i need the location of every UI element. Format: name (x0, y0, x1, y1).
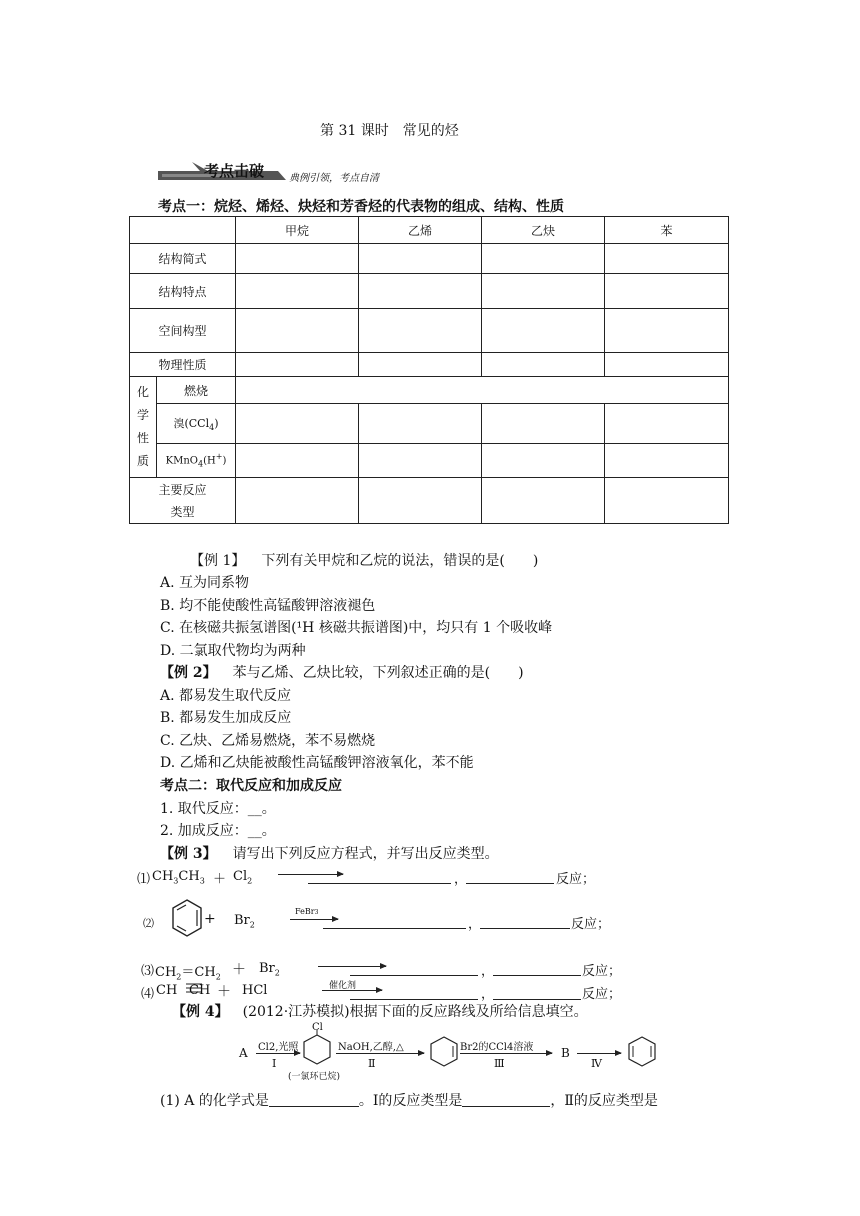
scheme-step1-number: Ⅰ (272, 1057, 277, 1070)
lesson-number: 第 31 课时 (320, 123, 389, 139)
section1-title: 考点一：烷烃、烯烃、炔烃和芳香烃的代表物的组成、结构、性质 (158, 199, 564, 215)
example4-q1 (160, 1090, 658, 1110)
example1-option-b[interactable]: B. 均不能使酸性高锰酸钾溶液褪色 (160, 598, 376, 614)
table-cell[interactable] (605, 478, 729, 524)
table-cell[interactable] (605, 309, 729, 353)
q1-part-c: ，Ⅱ的反应类型是 (550, 1093, 658, 1109)
reaction2-product-blank[interactable] (323, 915, 466, 929)
scheme-step2-reagent: NaOH,乙醇,△ (338, 1042, 404, 1053)
table-cell[interactable] (482, 444, 605, 478)
table-row (130, 309, 729, 353)
reaction3-reactant-a: $CH_2=CH_2$ (155, 965, 221, 982)
col-header-methane: 甲烷 (236, 217, 359, 244)
reaction3-reactant-b: $Br_2$ (259, 961, 280, 978)
table-cell[interactable] (482, 274, 605, 309)
reaction4-type-blank[interactable] (493, 986, 581, 1000)
reaction4-comma: ， (481, 987, 495, 1002)
table-cell-merged[interactable] (236, 377, 729, 404)
row-label-physical: 物理性质 (130, 353, 236, 377)
row-label-combustion: 燃烧 (157, 377, 236, 404)
table-cell[interactable] (359, 309, 482, 353)
table-cell[interactable] (482, 244, 605, 274)
chemical-group-label: 化学性质 (137, 385, 150, 468)
table-row (130, 274, 729, 309)
table-cell[interactable] (236, 444, 359, 478)
table-cell[interactable] (605, 404, 729, 444)
scheme-cl-label: Cl (312, 1022, 323, 1033)
reaction4-plus: ＋ (217, 984, 231, 1000)
reaction1-type-blank[interactable] (466, 870, 554, 884)
hydrocarbon-table (129, 216, 729, 524)
table-header-row (130, 217, 729, 244)
reaction1-product-blank[interactable] (308, 870, 451, 884)
example3-question (160, 843, 499, 863)
cyclohexene-ring-icon (428, 1035, 460, 1069)
row-label-structure-formula: 结构简式 (130, 244, 236, 274)
reaction2-catalyst: FeBr3 (295, 907, 319, 916)
banner-sub-text: 典例引领，考点自清 (289, 173, 379, 184)
q1-part-a: (1) A 的化学式是 (160, 1093, 269, 1109)
table-row (130, 444, 729, 478)
row-label-spatial-config: 空间构型 (130, 309, 236, 353)
scheme-compound-name: (一氯环已烷) (288, 1072, 341, 1082)
reaction3-plus: ＋ (232, 962, 246, 978)
reaction1-reactant-b: $Cl_2$ (233, 869, 253, 886)
table-cell[interactable] (359, 274, 482, 309)
reaction1-plus: ＋ (213, 872, 227, 887)
chlorocyclohexane-ring-icon (300, 1030, 334, 1070)
reaction3-type-blank[interactable] (493, 962, 581, 976)
table-cell[interactable] (236, 404, 359, 444)
row-label-bromine: 溴(CCl$_4$) (157, 404, 236, 444)
q1-type1-blank[interactable] (462, 1093, 550, 1107)
example3-label: 【例 3】 (160, 846, 217, 862)
example2-text: 苯与乙烯、乙炔比较，下列叙述正确的是( ) (232, 665, 524, 681)
reaction2-reactant-b: $Br_2$ (234, 913, 255, 930)
example2-option-d[interactable]: D. 乙烯和乙炔能被酸性高锰酸钾溶液氧化，苯不能 (160, 755, 474, 771)
reaction2-plus: + (204, 911, 216, 927)
scheme-step2-arrow (336, 1053, 424, 1054)
scheme-start-a: A (239, 1046, 248, 1060)
table-row (130, 353, 729, 377)
example1-option-c[interactable]: C. 在核磁共振氢谱图(¹H 核磁共振谱图)中，均只有 1 个吸收峰 (160, 620, 553, 636)
benzene-ring-icon (170, 898, 204, 940)
reaction3-suffix: 反应； (582, 964, 622, 979)
scheme-step2-number: Ⅱ (368, 1057, 376, 1070)
banner-main-text: 考点击破 (204, 162, 265, 180)
row-group-chemical (130, 377, 157, 478)
table-row (130, 478, 729, 524)
reaction1-reactant-a: $CH_3CH_3$ (152, 869, 205, 886)
example3-text: 请写出下列反应方程式，并写出反应类型。 (232, 846, 499, 862)
example1-question (190, 550, 538, 570)
reaction2-comma: ， (468, 917, 482, 932)
example1-label: 【例 1】 (190, 553, 246, 569)
reaction2-number: ⑵ (143, 917, 154, 930)
reaction1-suffix: 反应； (556, 872, 596, 887)
reaction1-number: ⑴ (137, 872, 151, 887)
example4-label: 【例 4】 (172, 1004, 229, 1020)
table-cell[interactable] (359, 353, 482, 377)
reaction4-reactant-b: HCl (242, 983, 268, 998)
reaction4-product-blank[interactable] (350, 986, 478, 1000)
reaction3-product-blank[interactable] (350, 962, 478, 976)
reaction4-reactant-a2: CH (189, 983, 211, 998)
addition-definition: 2. 加成反应：__。 (160, 823, 276, 839)
table-cell[interactable] (482, 309, 605, 353)
example4-question (172, 1001, 588, 1021)
example2-label: 【例 2】 (160, 665, 217, 681)
reaction4-reactant-a: CH (156, 983, 178, 998)
example2-option-b[interactable]: B. 都易发生加成反应 (160, 710, 292, 726)
reaction1-comma: ， (454, 872, 468, 887)
table-cell[interactable] (482, 404, 605, 444)
substitution-definition: 1. 取代反应：__。 (160, 801, 276, 817)
scheme-intermediate-b: B (561, 1046, 570, 1060)
example2-question (160, 662, 524, 682)
scheme-step1-reagent: Cl2,光照 (258, 1042, 299, 1053)
table-row (130, 404, 729, 444)
cyclohexadiene-ring-icon (625, 1035, 659, 1069)
lesson-title: 常见的烃 (402, 123, 459, 139)
row-label-kmno4: KMnO$_4$(H+) (157, 444, 236, 478)
table-cell[interactable] (236, 244, 359, 274)
table-cell[interactable] (482, 353, 605, 377)
table-cell[interactable] (236, 309, 359, 353)
q1-part-b: 。Ⅰ的反应类型是 (358, 1093, 463, 1109)
row-label-structure-feature: 结构特点 (130, 274, 236, 309)
table-cell[interactable] (236, 353, 359, 377)
scheme-step3-reagent: Br2的CCl4溶液 (460, 1042, 534, 1053)
table-cell[interactable] (605, 444, 729, 478)
col-header-benzene: 苯 (605, 217, 729, 244)
example2-option-c[interactable]: C. 乙炔、乙烯易燃烧，苯不易燃烧 (160, 733, 376, 749)
example1-option-d[interactable]: D. 二氯取代物均为两种 (160, 643, 306, 659)
scheme-step4-arrow (577, 1053, 621, 1054)
example2-option-a[interactable]: A. 都易发生取代反应 (160, 688, 292, 704)
reaction2-type-blank[interactable] (480, 915, 570, 929)
table-cell[interactable] (359, 404, 482, 444)
scheme-step4-number: Ⅳ (591, 1057, 602, 1070)
page-title (320, 120, 459, 140)
row-label-reaction-type (130, 478, 236, 524)
table-header-empty (130, 217, 236, 244)
table-cell[interactable] (236, 274, 359, 309)
col-header-ethylene: 乙烯 (359, 217, 482, 244)
table-cell[interactable] (236, 478, 359, 524)
scheme-step3-number: Ⅲ (494, 1057, 505, 1070)
table-cell[interactable] (482, 478, 605, 524)
table-cell[interactable] (605, 274, 729, 309)
section2-title: 考点二：取代反应和加成反应 (160, 778, 342, 794)
reaction3-comma: ， (481, 964, 495, 979)
reaction3-number: ⑶ (141, 964, 155, 979)
col-header-acetylene: 乙炔 (482, 217, 605, 244)
table-cell[interactable] (605, 244, 729, 274)
reaction4-suffix: 反应； (582, 987, 622, 1002)
example1-text: 下列有关甲烷和乙烷的说法，错误的是( ) (261, 553, 539, 569)
table-cell[interactable] (359, 244, 482, 274)
reaction2-suffix: 反应； (571, 917, 611, 932)
example4-text: (2012·江苏模拟)根据下面的反应路线及所给信息填空。 (242, 1004, 588, 1020)
row-label-reaction-type-text: 主要反应类型 (158, 482, 207, 519)
table-row (130, 244, 729, 274)
table-cell[interactable] (359, 478, 482, 524)
q1-formula-blank[interactable] (269, 1093, 359, 1107)
scheme-step1-arrow (256, 1053, 300, 1054)
table-row (130, 377, 729, 404)
table-cell[interactable] (605, 353, 729, 377)
table-cell[interactable] (359, 444, 482, 478)
example1-option-a[interactable]: A. 互为同系物 (160, 575, 250, 591)
reaction4-number: ⑷ (141, 987, 155, 1002)
scheme-step3-arrow (460, 1053, 552, 1054)
reaction4-catalyst: 催化剂 (329, 981, 357, 991)
